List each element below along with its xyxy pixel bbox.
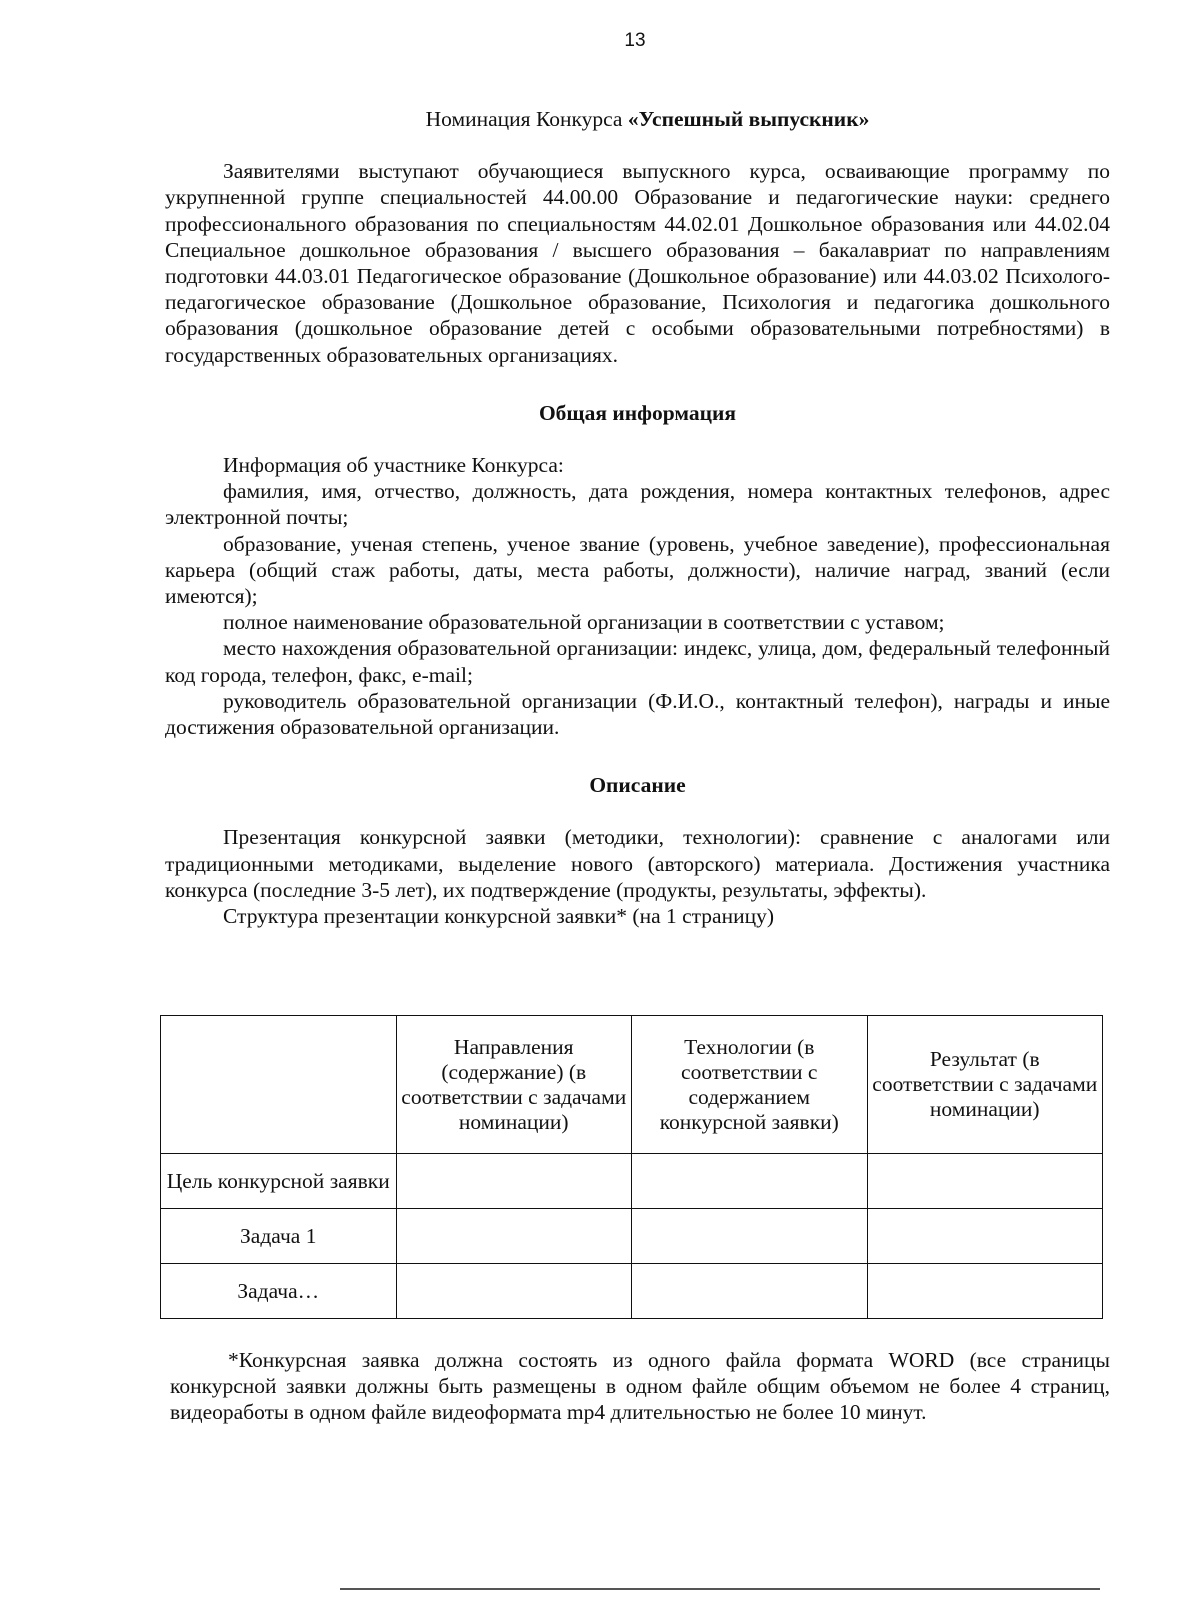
structure-table (160, 1015, 1103, 1319)
table-cell (396, 1154, 632, 1209)
table-header-cell: Результат (в соответствии с задачами номинации) (867, 1016, 1103, 1154)
table-cell (867, 1264, 1103, 1319)
table-cell (867, 1209, 1103, 1264)
table-cell (632, 1264, 868, 1319)
nomination-prefix: Номинация Конкурса (425, 107, 628, 131)
table-row (161, 1264, 1103, 1319)
table-cell (632, 1154, 868, 1209)
description-heading: Описание (589, 773, 686, 798)
nomination-heading (185, 106, 1110, 132)
general-info-item: полное наименование образовательной организации в соответствии с уставом; (223, 610, 945, 635)
nomination-title: «Успешный выпускник» (627, 107, 870, 131)
general-info-item: образование, ученая степень, ученое звание (уровень, учебное заведение), профессиональная карьера (общий стаж работы, даты, места работы, должности), наличие наград, званий (если имеются); (165, 531, 1110, 609)
table-header-cell (161, 1016, 397, 1154)
table-cell (396, 1264, 632, 1319)
footnote: *Конкурсная заявка должна состоять из одного файла формата WORD (все страницы конкурсной заявки должны быть размещены в одном файле общим объемом не более 4 страниц, видеоработы в одном файле видеоформата mp4 длительностью не более 10 минут. (170, 1348, 1110, 1424)
document-body (165, 106, 1110, 929)
table-cell (396, 1209, 632, 1264)
structure-caption: Структура презентации конкурсной заявки* (на 1 страницу) (223, 904, 775, 929)
intro-paragraph: Заявителями выступают обучающиеся выпускного курса, осваивающие программу по укрупненной группе специальностей 44.00.00 Образование и педагогические науки: среднего профессионального образования по специальностям 44.02.01 Дошкольное образования или 44.02.04 Специальное дошкольное образования / высшего образования – бакалавриат по направлениям подготовки 44.03.01 Педагогическое образование (Дошкольное образование) или 44.03.02 Психолого-педагогическое образование (Дошкольное образование, Психология и педагогика дошкольного образования (дошкольное образование детей с особыми образовательными потребностями) в государственных образовательных организациях. (165, 159, 1110, 367)
general-info-item: руководитель образовательной организации (Ф.И.О., контактный телефон), награды и иные достижения образовательной организации. (165, 688, 1110, 740)
table-cell (867, 1154, 1103, 1209)
scan-edge-divider (340, 1588, 1100, 1590)
table-row-label: Задача 1 (161, 1209, 397, 1264)
table-header-row (161, 1016, 1103, 1154)
general-info-item: Информация об участнике Конкурса: (223, 453, 564, 478)
general-info-item: место нахождения образовательной организации: индекс, улица, дом, федеральный телефонный код города, телефон, факс, e-mail; (165, 636, 1110, 687)
table-row (161, 1154, 1103, 1209)
table-header-cell: Направления (содержание) (в соответствии с задачами номинации) (396, 1016, 632, 1154)
table-row (161, 1209, 1103, 1264)
general-info-heading: Общая информация (538, 400, 737, 425)
description-paragraph: Презентация конкурсной заявки (методики, технологии): сравнение с аналогами или традиционными методиками, выделение нового (авторского) материала. Достижения участника конкурса (последние 3-5 лет), их подтверждение (продукты, результаты, эффекты). (165, 825, 1110, 902)
table-cell (632, 1209, 868, 1264)
page-number: 13 (624, 30, 646, 51)
table-row-label: Задача… (161, 1264, 397, 1319)
table-header-cell: Технологии (в соответствии с содержанием конкурсной заявки) (632, 1016, 868, 1154)
general-info-item: фамилия, имя, отчество, должность, дата рождения, номера контактных телефонов, адрес электронной почты; (165, 479, 1110, 530)
table-row-label: Цель конкурсной заявки (161, 1154, 397, 1209)
